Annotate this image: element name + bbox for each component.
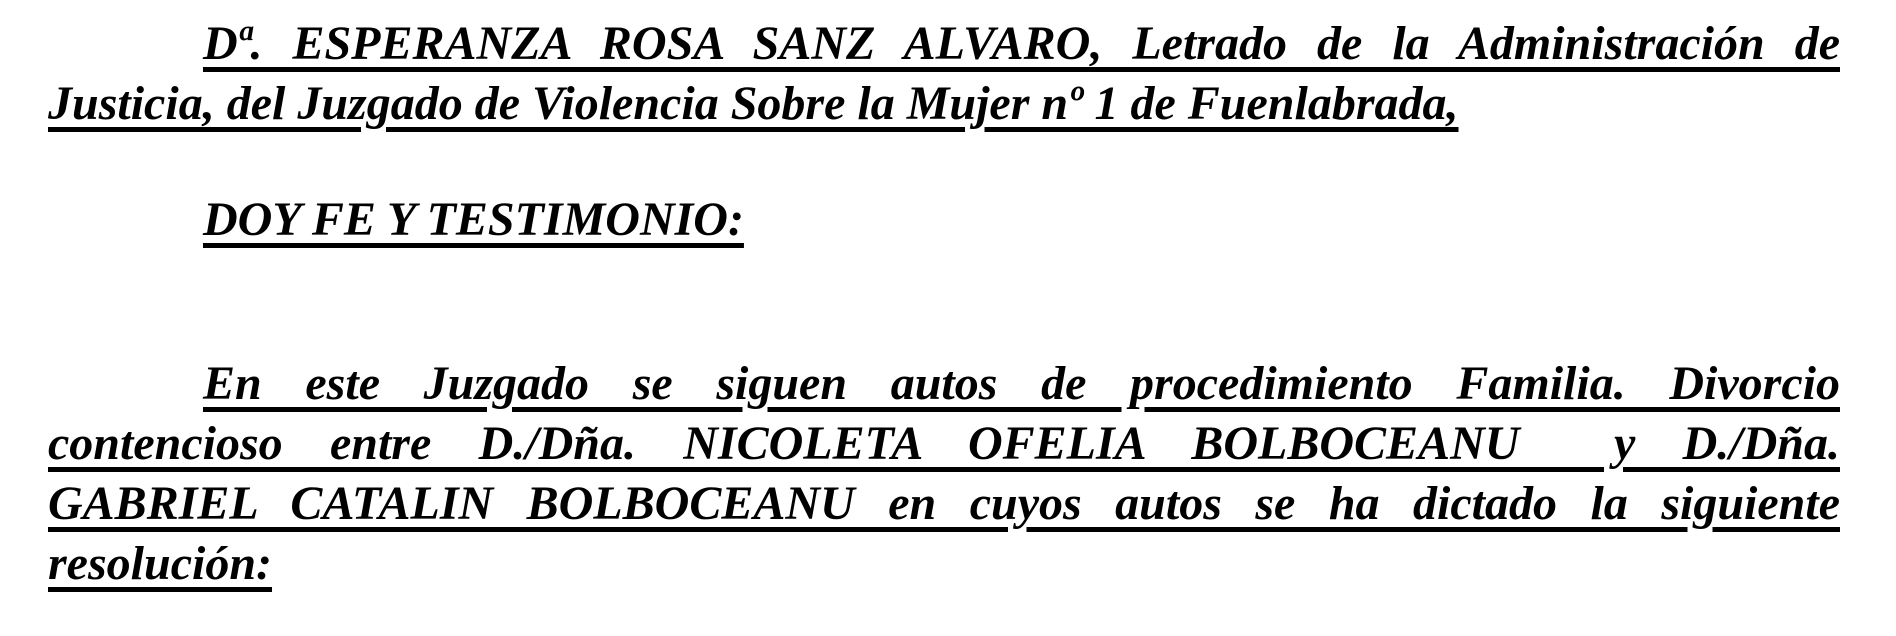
case-description-line-4: resolución: [48,537,273,590]
case-description-line-2: contencioso entre D./Dña. NICOLETA OFELIA BOLBOCEANU y D./Dña. [48,417,1840,470]
case-description-line-3: GABRIEL CATALIN BOLBOCEANU en cuyos autos se ha dictado la siguiente [48,477,1840,530]
case-description-line-1: En este Juzgado se siguen autos de procedimiento Familia. Divorcio [203,357,1840,410]
clerk-identification-line-2: Justicia, del Juzgado de Violencia Sobre la Mujer nº 1 de Fuenlabrada, [48,77,1459,130]
case-description-paragraph [48,354,1840,594]
clerk-identification-line-1: Dª. ESPERANZA ROSA SANZ ALVARO, Letrado de la Administración de [203,17,1840,70]
scanned-court-document [48,0,1840,594]
attestation-heading-paragraph [48,190,1840,250]
clerk-identification-paragraph [48,14,1840,134]
attestation-heading: DOY FE Y TESTIMONIO: [203,193,744,246]
